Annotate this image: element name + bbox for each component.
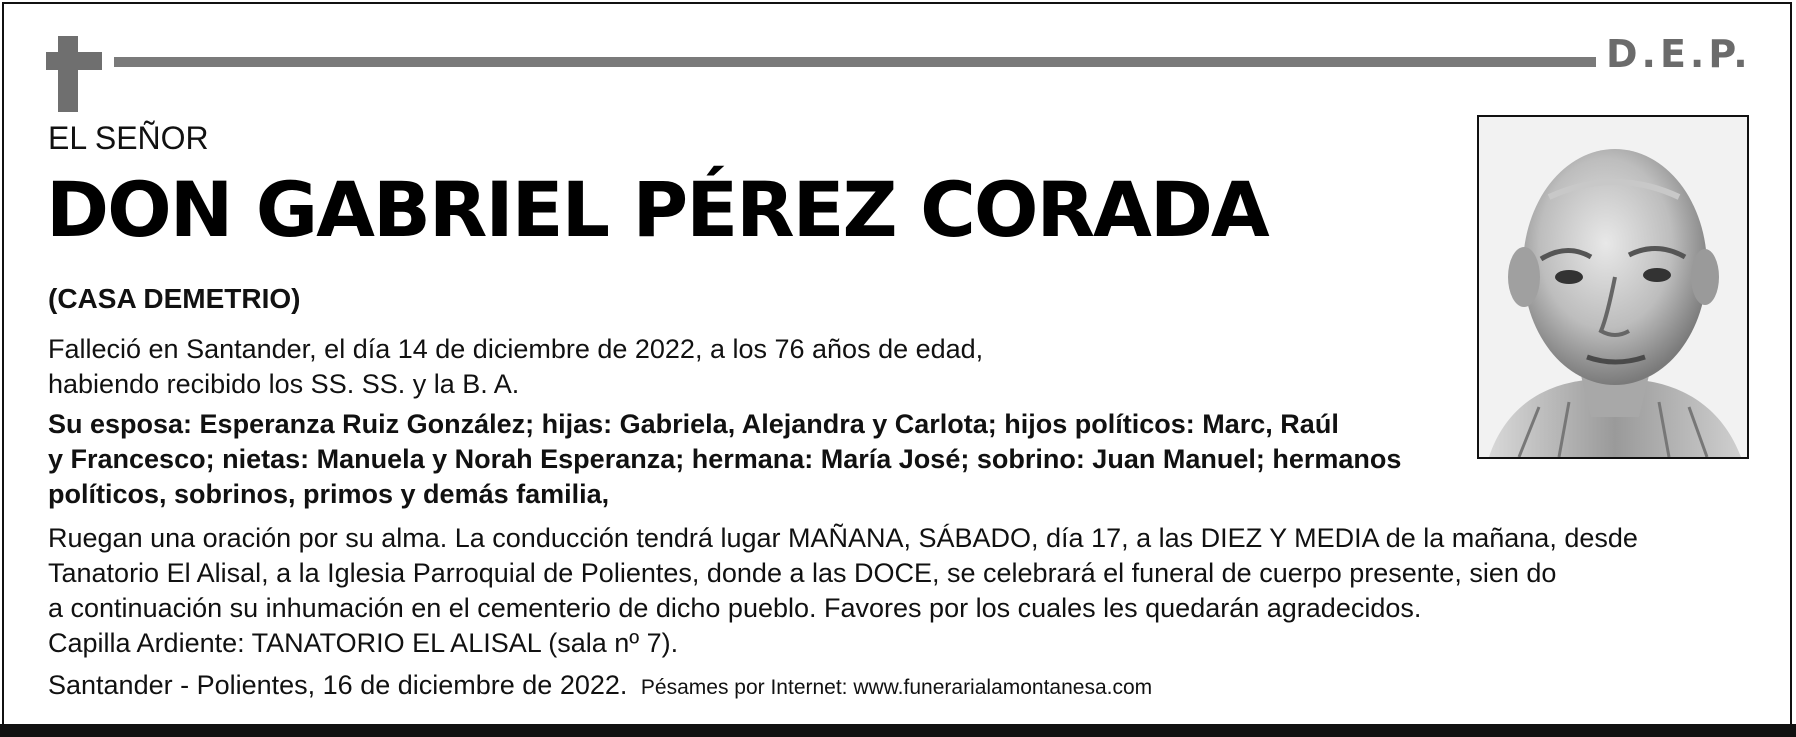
- family-line: Su esposa: Esperanza Ruiz González; hijas: Gabriela, Alejandra y Carlota; hijos políticos: Marc, Raúl: [48, 409, 1339, 439]
- death-notice: [48, 332, 983, 402]
- bottom-rule: [0, 724, 1796, 737]
- deceased-name: DON GABRIEL PÉREZ CORADA: [46, 165, 1268, 254]
- family-line: políticos, sobrinos, primos y demás familia,: [48, 479, 610, 509]
- cross-icon-bar: [46, 52, 102, 70]
- family-list: [48, 407, 1401, 512]
- service-line: Tanatorio El Alisal, a la Iglesia Parroquial de Polientes, donde a las DOCE, se celebrará el funeral de cuerpo presente, sien do: [48, 558, 1557, 588]
- footer-line: [48, 668, 1152, 705]
- cross-icon: [58, 36, 78, 112]
- dep-label: D.E.P.: [1606, 32, 1752, 76]
- honorific-label: EL SEÑOR: [48, 120, 209, 156]
- portrait-photo: [1477, 115, 1749, 459]
- service-line: a continuación su inhumación en el cementerio de dicho pueblo. Favores por los cuales les quedarán agradecidos.: [48, 593, 1422, 623]
- death-notice-line: Falleció en Santander, el día 14 de diciembre de 2022, a los 76 años de edad,: [48, 334, 984, 364]
- condolences-web: Pésames por Internet: www.funerarialamontanesa.com: [640, 676, 1153, 699]
- portrait-illustration: [1479, 117, 1747, 457]
- header-rule: [114, 57, 1596, 67]
- family-line: y Francesco; nietas: Manuela y Norah Esperanza; hermana: María José; sobrino: Juan Manuel; hermanos: [48, 444, 1402, 474]
- service-line: Ruegan una oración por su alma. La conducción tendrá lugar MAÑANA, SÁBADO, día 17, a las DIEZ Y MEDIA de la mañana, desde: [48, 523, 1638, 553]
- house-nickname: (CASA DEMETRIO): [48, 283, 301, 314]
- service-line: Capilla Ardiente: TANATORIO EL ALISAL (sala nº 7).: [48, 628, 679, 658]
- service-details: [48, 521, 1638, 661]
- death-notice-line: habiendo recibido los SS. SS. y la B. A.: [48, 369, 520, 399]
- place-date: Santander - Polientes, 16 de diciembre de 2022.: [48, 670, 628, 700]
